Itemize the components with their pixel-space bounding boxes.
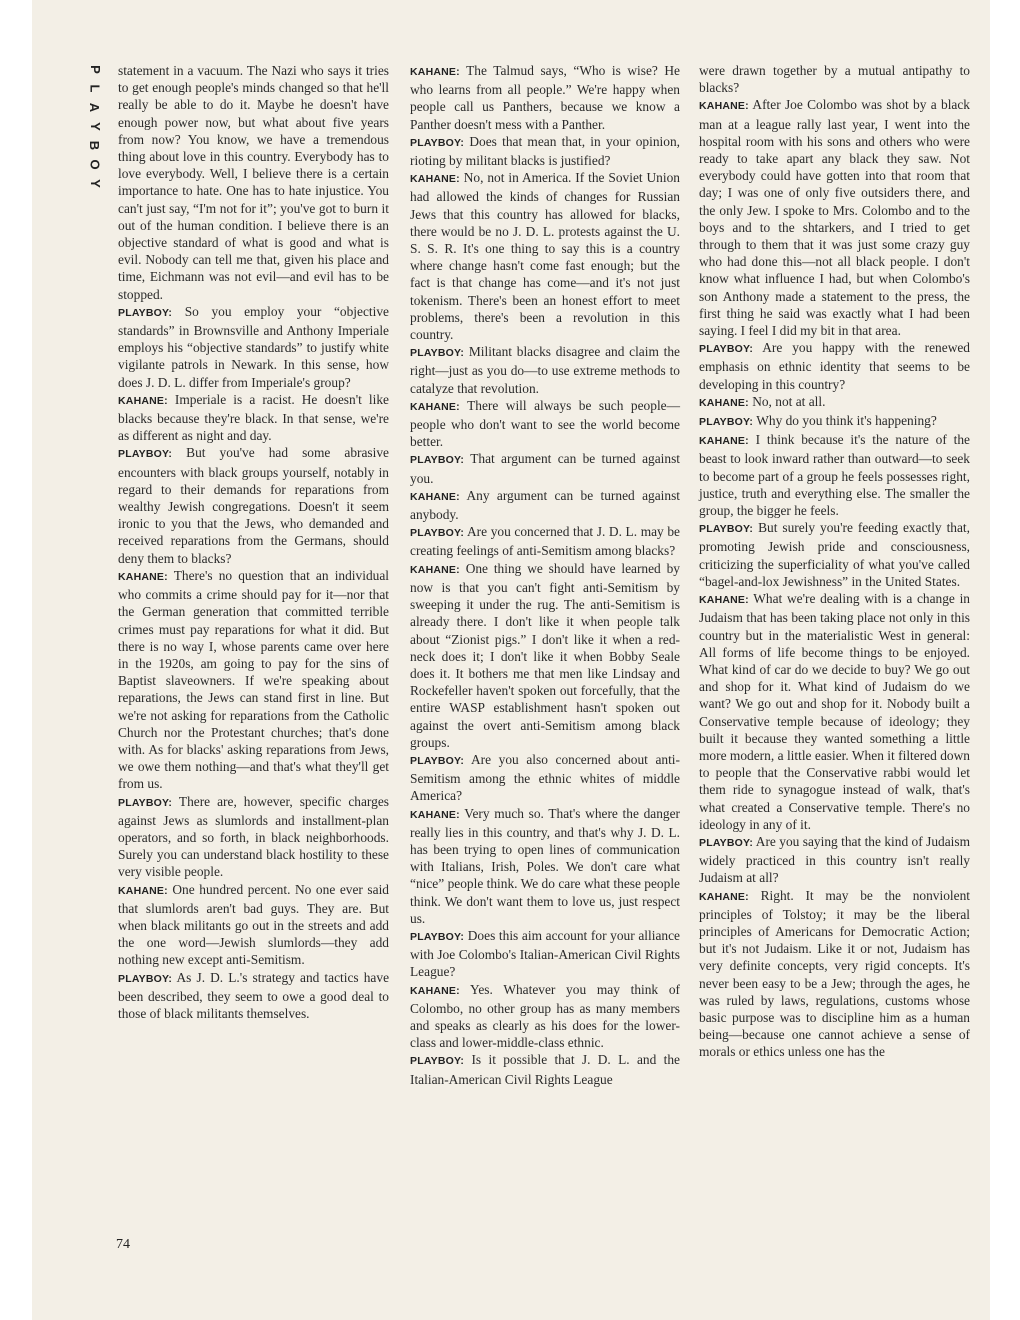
text-column-2 bbox=[410, 62, 680, 1088]
interview-paragraph bbox=[118, 444, 389, 566]
interview-paragraph bbox=[699, 339, 970, 393]
interview-paragraph bbox=[410, 169, 680, 343]
paragraph-text: There are, however, specific charges against Jews as slumlords and installment-plan operators, and so forth, in black neighborhoods. Surely you can understand black hostility to these very visible people. bbox=[118, 793, 389, 880]
paragraph-text: I think because it's the nature of the beast to look inward rather than outward—to seek to become part of a group he feels possesses right, justice, truth and everything else. The smaller the group, the bigger he feels. bbox=[699, 432, 970, 519]
paragraph-text: statement in a vacuum. The Nazi who says it tries to get enough people's minds changed so that he'll really be able to do it. Maybe he doesn't have enough power now, but what about five years from now? You know, we have a tremendous thing about love in this country. Everybody has to love everybody. Well, I believe there is a certain importance to hate. One has to hate injustice. You can't just say, “I'm not for it”; you've got to burn it out of the human condition. I believe there is an objective standard of what is good and what is evil. Nobody can tell me that, given his place and time, Eichmann was not evil—and evil has to be stopped. bbox=[118, 63, 389, 302]
interview-paragraph bbox=[410, 450, 680, 486]
paragraph-text: Does this aim account for your alliance with Joe Colombo's Italian-American Civil Rights League? bbox=[410, 927, 680, 980]
interview-paragraph bbox=[699, 431, 970, 519]
paragraph-text: That argument can be turned against you. bbox=[410, 451, 680, 486]
interview-paragraph bbox=[699, 412, 970, 431]
speaker-label: PLAYBOY: bbox=[118, 306, 173, 319]
speaker-label: KAHANE: bbox=[410, 563, 460, 576]
speaker-label: PLAYBOY: bbox=[410, 527, 465, 540]
interview-paragraph bbox=[410, 805, 680, 927]
sidebar-letter: Y bbox=[87, 122, 103, 131]
speaker-label: KAHANE: bbox=[118, 570, 168, 583]
speaker-label: PLAYBOY: bbox=[410, 1055, 465, 1068]
sidebar-letter: O bbox=[87, 159, 103, 170]
speaker-label: PLAYBOY: bbox=[410, 136, 465, 149]
paragraph-text: What we're dealing with is a change in Judaism that has been taking place not only in this country but in the materialistic West in general: All forms of life become things to be enjoyed. What kind of car do we decide to buy? We go out and shop for it. What kind of Judaism do we want? We go out and shop for it. Nobody built a Conservative temple because of ideology; they built it because they wanted something a little more modern, a little easier. When it filtered down to people that the Conservative rabbi would let them ride to synagogue instead of walk, that's what created a Conservative temple. There's no ideology in any of it. bbox=[699, 591, 970, 832]
interview-paragraph bbox=[118, 391, 389, 445]
speaker-label: KAHANE: bbox=[410, 66, 460, 78]
speaker-label: KAHANE: bbox=[699, 100, 749, 113]
text-column-3 bbox=[699, 62, 970, 1061]
speaker-label: KAHANE: bbox=[410, 400, 460, 413]
speaker-label: PLAYBOY: bbox=[699, 836, 754, 849]
speaker-label: KAHANE: bbox=[699, 396, 749, 409]
interview-paragraph bbox=[118, 881, 389, 969]
interview-paragraph bbox=[699, 519, 970, 590]
sidebar-letter: Y bbox=[87, 179, 103, 188]
paragraph-text: As J. D. L.'s strategy and tactics have been described, they seem to owe a good deal to those of black militants themselves. bbox=[118, 969, 390, 1021]
interview-paragraph bbox=[118, 567, 389, 793]
paragraph-text: Why do you think it's happening? bbox=[756, 413, 937, 429]
paragraph-text: There will always be such people—people who don't want to see the world become better. bbox=[410, 397, 680, 450]
speaker-label: KAHANE: bbox=[410, 490, 460, 503]
interview-paragraph bbox=[410, 927, 680, 981]
interview-paragraph bbox=[699, 62, 970, 96]
sidebar-letter: P bbox=[87, 65, 103, 74]
paragraph-text: Are you also concerned about anti-Semitism among the ethnic whites of middle America? bbox=[410, 751, 680, 804]
paragraph-text: But you've had some abrasive encounters with black groups yourself, notably in regard to their demands for reparations from wealthy Jewish congregations. Doesn't it seem ironic to you that the Jews, who demanded and received reparations from the Germans, should deny them to blacks? bbox=[118, 445, 389, 566]
interview-paragraph bbox=[410, 133, 680, 169]
speaker-label: KAHANE: bbox=[410, 984, 460, 997]
speaker-label: PLAYBOY: bbox=[410, 930, 465, 943]
interview-paragraph bbox=[699, 590, 970, 833]
speaker-label: PLAYBOY: bbox=[118, 448, 173, 461]
sidebar-letter: B bbox=[87, 140, 103, 151]
paragraph-text: There's no question that an individual who commits a crime should pay for it—nor that the German generation that committed terrible crimes must pay reparations for what it did. But there is no way I, whose parents came over here in the 1920s, am going to pay for the sins of Baptist slaveowners. If we're speaking about reparations, the Jews can stand first in line. But we're not asking for reparations from the Catholic Church nor the Protestant churches; that's done with. As for blacks' asking reparations from Jews, we owe them nothing—and that's what they'll get from us. bbox=[118, 567, 389, 792]
paragraph-text: were drawn together by a mutual antipathy to blacks? bbox=[699, 63, 970, 96]
speaker-label: KAHANE: bbox=[118, 884, 168, 897]
interview-paragraph bbox=[410, 560, 680, 751]
interview-paragraph bbox=[118, 793, 389, 881]
speaker-label: KAHANE: bbox=[410, 808, 460, 821]
interview-paragraph bbox=[118, 303, 389, 391]
interview-paragraph bbox=[118, 969, 389, 1023]
interview-paragraph bbox=[410, 487, 680, 523]
paragraph-text: No, not in America. If the Soviet Union had allowed the kinds of changes for Russian Jews that this country has allowed for blacks, there would be no J. D. L. protests against the U. S. S. R. It's one thing to say this is a country where change hasn't come fast enough; but the fact is that change has come—and it's not just tokenism. There's been an honest effort to meet problems, there's been a revolution in this country. bbox=[410, 170, 680, 343]
text-column-1 bbox=[118, 62, 389, 1022]
paragraph-text: Are you concerned that J. D. L. may be creating feelings of anti-Semitism among blacks? bbox=[410, 524, 680, 559]
interview-paragraph bbox=[118, 62, 389, 303]
paragraph-text: Does that mean that, in your opinion, rioting by militant blacks is justified? bbox=[410, 133, 680, 169]
speaker-label: KAHANE: bbox=[699, 594, 749, 607]
speaker-label: PLAYBOY: bbox=[410, 754, 465, 767]
speaker-label: PLAYBOY: bbox=[410, 454, 465, 467]
paragraph-text: But surely you're feeding exactly that, promoting Jewish pride and consciousness, criticizing the superficiality of what you've called “bagel-and-lox Jewishness” in the United States. bbox=[699, 520, 970, 589]
paragraph-text: Are you happy with the renewed emphasis on ethnic identity that seems to be developing in this country? bbox=[699, 340, 971, 392]
paragraph-text: No, not at all. bbox=[752, 393, 826, 409]
magazine-sidebar-logo bbox=[84, 60, 106, 190]
interview-paragraph bbox=[699, 833, 970, 887]
paragraph-text: Yes. Whatever you may think of Colombo, no other group has as many members and speaks as clearly as his does for the lower-class and lower-middle-class ethnic. bbox=[410, 981, 680, 1051]
speaker-label: PLAYBOY: bbox=[118, 972, 173, 985]
paragraph-text: Is it possible that J. D. L. and the Italian-American Civil Rights League bbox=[410, 1052, 680, 1087]
paragraph-text: Any argument can be turned against anybody. bbox=[410, 487, 681, 523]
sidebar-letter: A bbox=[87, 102, 103, 113]
speaker-label: PLAYBOY: bbox=[410, 347, 465, 360]
paragraph-text: Are you saying that the kind of Judaism widely practiced in this country isn't really Judaism at all? bbox=[699, 833, 970, 886]
paragraph-text: Very much so. That's where the danger really lies in this country, and that's why J. D. L. has been trying to open lines of communication with Italians, Irish, Poles. We don't care what “nice” people think. We do care what these people think. We don't want them to love us, just respect us. bbox=[410, 805, 681, 926]
speaker-label: KAHANE: bbox=[118, 394, 168, 407]
sidebar-letter: L bbox=[87, 84, 103, 93]
speaker-label: PLAYBOY: bbox=[699, 523, 754, 536]
paragraph-text: So you employ your “objective standards” in Brownsville and Anthony Imperiale employs his “objective standards” to justify white vigilante patrols in Newark. In this sense, how does J. D. L. differ from Imperiale's group? bbox=[118, 303, 389, 390]
interview-paragraph bbox=[410, 1051, 680, 1087]
interview-paragraph bbox=[410, 397, 680, 451]
interview-paragraph bbox=[699, 393, 970, 412]
speaker-label: KAHANE: bbox=[699, 890, 749, 903]
interview-paragraph bbox=[410, 62, 680, 133]
speaker-label: KAHANE: bbox=[410, 173, 460, 186]
paragraph-text: The Talmud says, “Who is wise? He who learns from all people.” We're happy when people call us Panthers, because we know a Panther doesn't mess with a Panther. bbox=[410, 63, 681, 132]
speaker-label: PLAYBOY: bbox=[118, 796, 173, 809]
speaker-label: PLAYBOY: bbox=[699, 416, 754, 429]
paragraph-text: After Joe Colombo was shot by a black man at a league rally last year, I went into the hospital room with his sons and others who were ready to take apart any black they saw. Not everybody could have gotten into that room that day; I was one of only five outsiders there, and the only Jew. I spoke to Mrs. Colombo and to the boys and to the shtarkers, and I tried to get through to them that it was just some crazy guy who had done this—not all black people. I don't know what influence I had, but when Colombo's son Anthony made a statement to the press, the first thing he said was exactly what I had been saying. I feel I did my bit in that area. bbox=[699, 97, 970, 339]
speaker-label: KAHANE: bbox=[699, 435, 749, 448]
interview-paragraph bbox=[410, 981, 680, 1052]
paragraph-text: One thing we should have learned by now is that you can't fight anti-Semitism by sweeping it under the rug. The anti-Semitism is already there. I don't like it when people talk about “Zionist pigs.” I don't like it when a red-neck does it; I don't like it when Bobby Seale does it. It bothers me that men like Lindsay and Rockefeller haven't spoken out forcefully, that the entire WASP establishment hasn't spoken out against the overt anti-Semitism among black groups. bbox=[410, 560, 680, 750]
interview-paragraph bbox=[410, 343, 680, 397]
paragraph-text: Militant blacks disagree and claim the right—just as you do—to use extreme methods to catalyze that revolution. bbox=[410, 344, 680, 396]
interview-paragraph bbox=[699, 887, 970, 1061]
paragraph-text: One hundred percent. No one ever said that slumlords aren't bad guys. They are. But when black militants go out in the streets and add the one word—Jewish slumlords—they add nothing new except anti-Semitism. bbox=[118, 881, 389, 968]
interview-paragraph bbox=[699, 96, 970, 339]
speaker-label: PLAYBOY: bbox=[699, 343, 754, 356]
paragraph-text: Imperiale is a racist. He doesn't like blacks because they're black. In that sense, we're as different as night and day. bbox=[118, 391, 389, 444]
interview-paragraph bbox=[410, 523, 680, 559]
paragraph-text: Right. It may be the nonviolent principles of Tolstoy; it may be the liberal principles of Americans for Democratic Action; but it's not Judaism. Like it or not, Judaism has very definite concepts, very rigid concepts. It's never been easy to be a Jew; through the ages, he was ruled by laws, regulations, customs whose basic purpose was to discipline him as a human being—because one cannot achieve a sense of morals or ethics unless one has the bbox=[699, 887, 970, 1060]
page-number: 74 bbox=[116, 1237, 130, 1252]
interview-paragraph bbox=[410, 751, 680, 805]
